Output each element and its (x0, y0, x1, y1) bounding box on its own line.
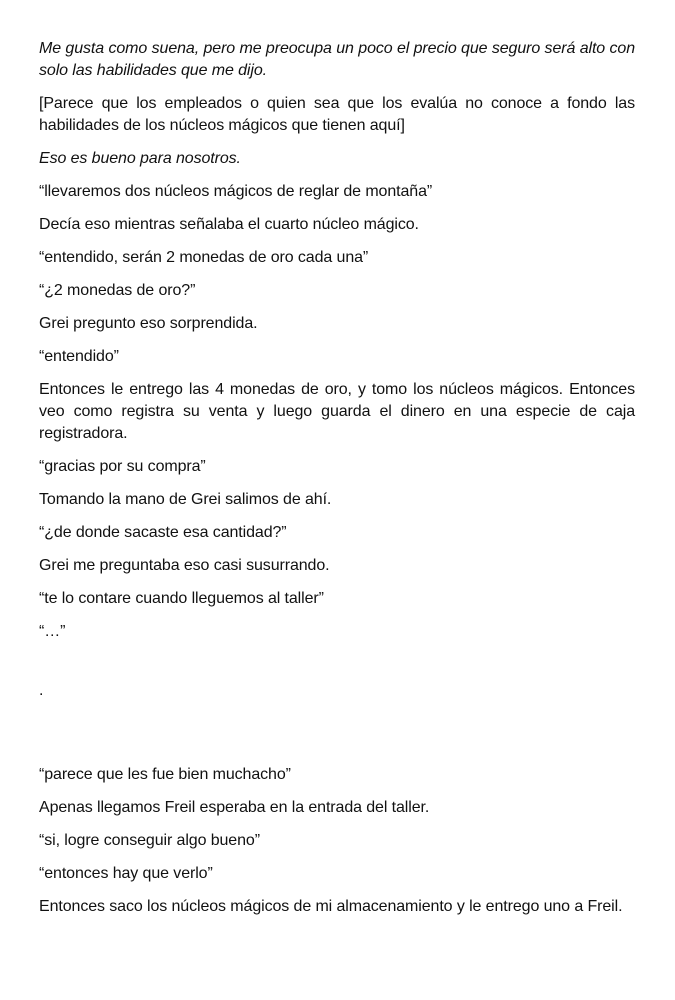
paragraph: “entendido” (39, 348, 119, 365)
paragraph: Grei pregunto eso sorprendida. (39, 315, 258, 332)
paragraph: “¿de donde sacaste esa cantidad?” (39, 524, 287, 541)
paragraph: Entonces saco los núcleos mágicos de mi almacenamiento y le entrego uno a Freil. (39, 898, 623, 915)
paragraph: “…” (39, 623, 66, 640)
paragraph: Me gusta como suena, pero me preocupa un poco el precio que seguro será alto con solo las habilidades que me dijo. (39, 40, 635, 79)
scene-separator (39, 654, 635, 764)
paragraph: “llevaremos dos núcleos mágicos de reglar de montaña” (39, 183, 433, 200)
paragraph: Apenas llegamos Freil esperaba en la entrada del taller. (39, 799, 430, 816)
paragraph: “entendido, serán 2 monedas de oro cada una” (39, 249, 369, 266)
separator-dot: . (39, 682, 44, 699)
paragraph: “parece que les fue bien muchacho” (39, 766, 291, 783)
text-block-bottom (39, 764, 635, 918)
paragraph: Entonces le entrego las 4 monedas de oro, y tomo los núcleos mágicos. Entonces veo como registra su venta y luego guarda el dinero en una especie de caja registradora. (39, 381, 635, 442)
document-page (39, 38, 635, 929)
paragraph: “te lo contare cuando lleguemos al taller” (39, 590, 324, 607)
paragraph: “si, logre conseguir algo bueno” (39, 832, 260, 849)
paragraph: Decía eso mientras señalaba el cuarto núcleo mágico. (39, 216, 419, 233)
paragraph: Grei me preguntaba eso casi susurrando. (39, 557, 330, 574)
paragraph: “¿2 monedas de oro?” (39, 282, 196, 299)
paragraph: Eso es bueno para nosotros. (39, 150, 241, 167)
text-block-top (39, 38, 635, 643)
paragraph: Tomando la mano de Grei salimos de ahí. (39, 491, 332, 508)
paragraph: “entonces hay que verlo” (39, 865, 213, 882)
paragraph: [Parece que los empleados o quien sea que los evalúa no conoce a fondo las habilidades de los núcleos mágicos que tienen aquí] (39, 95, 635, 134)
paragraph: “gracias por su compra” (39, 458, 206, 475)
